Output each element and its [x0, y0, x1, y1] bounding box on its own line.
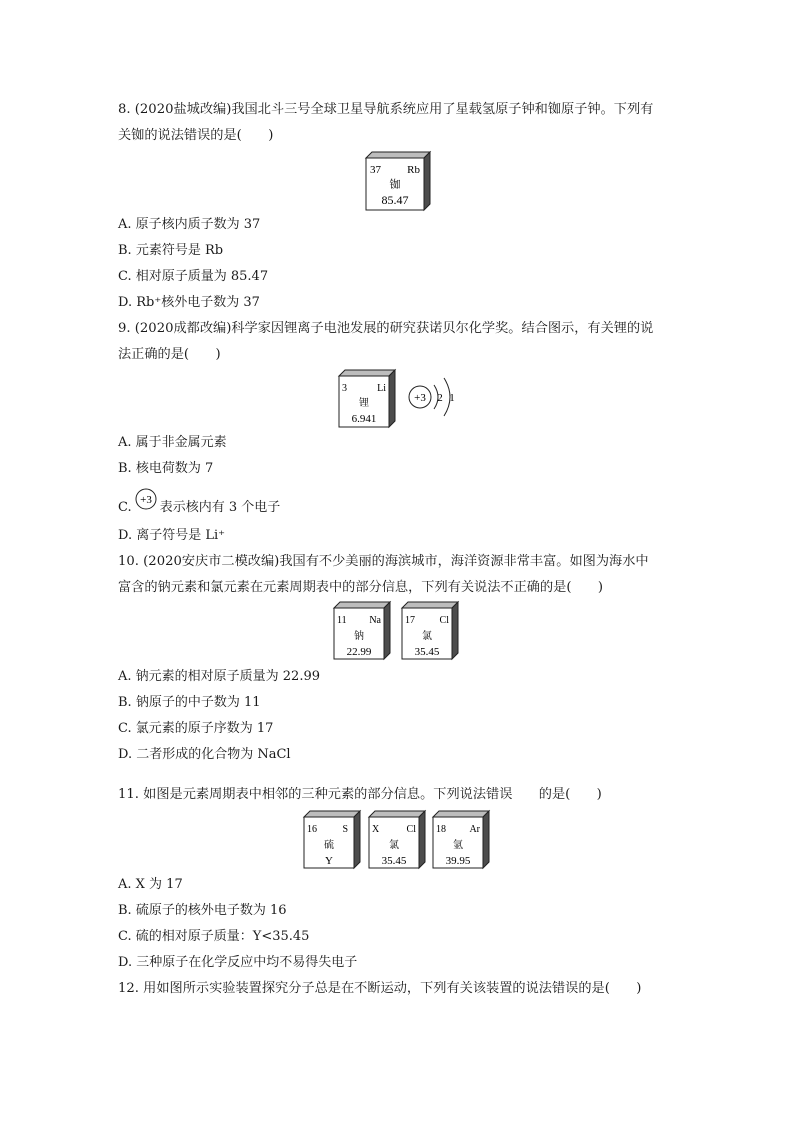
q9-option-c-nucleus-icon	[136, 494, 160, 517]
tile-atomic-number: 18	[436, 824, 446, 835]
q8-option-c: C. 相对原子质量为 85.47	[118, 269, 269, 284]
tile-atomic-number: 17	[405, 615, 415, 626]
q8-option-a: A. 原子核内质子数为 37	[118, 217, 261, 232]
q8-option-d: D. Rb⁺核外电子数为 37	[118, 295, 260, 310]
nucleus-charge: +3	[414, 392, 426, 404]
q8-stem-line1: 8. (2020盐城改编)我国北斗三号全球卫星导航系统应用了星载氢原子钟和铷原子钟。下列有	[118, 102, 654, 117]
q10-option-a: A. 钠元素的相对原子质量为 22.99	[118, 669, 321, 684]
tile-symbol: Li	[377, 383, 386, 394]
q10-element-tile-na	[334, 602, 390, 659]
q8-option-b: B. 元素符号是 Rb	[118, 243, 224, 258]
q11-option-d: D. 三种原子在化学反应中均不易得失电子	[118, 955, 358, 970]
q11-option-b: B. 硫原子的核外电子数为 16	[118, 903, 287, 918]
tile-element-name: 钠	[354, 631, 364, 642]
q9-option-a: A. 属于非金属元素	[118, 435, 227, 450]
tile-atomic-number: 37	[370, 164, 381, 176]
tile-element-name: 氯	[389, 840, 399, 851]
tile-atomic-mass: 22.99	[346, 646, 372, 658]
shell-2-electrons: 1	[449, 392, 455, 404]
tile-element-name: 硫	[324, 840, 334, 851]
tile-atomic-mass: 35.45	[381, 855, 407, 867]
tile-atomic-mass: Y	[325, 855, 333, 867]
tile-atomic-number: X	[372, 824, 380, 835]
q11-element-tile-ar	[433, 811, 489, 868]
tile-atomic-mass: 6.941	[351, 413, 377, 425]
q10-option-b: B. 钠原子的中子数为 11	[118, 695, 261, 710]
tile-atomic-number: 3	[342, 383, 347, 394]
tile-symbol: Na	[369, 615, 381, 626]
q9-atomic-structure-diagram	[404, 372, 464, 426]
q8-element-tile-rb	[366, 152, 430, 210]
q10-stem-line2: 富含的钠元素和氯元素在元素周期表中的部分信息，下列有关说法不正确的是( )	[118, 580, 604, 595]
q9-option-c-letter: C.	[118, 500, 132, 515]
q11-element-tile-s	[304, 811, 360, 868]
q11-option-c: C. 硫的相对原子质量：Y<35.45	[118, 929, 310, 944]
tile-symbol: Rb	[407, 164, 420, 176]
q9-option-b: B. 核电荷数为 7	[118, 461, 214, 476]
tile-atomic-number: 16	[307, 824, 317, 835]
q12-stem-line1: 12. 用如图所示实验装置探究分子总是在不断运动，下列有关该装置的说法错误的是( )	[118, 981, 642, 996]
tile-atomic-mass: 39.95	[445, 855, 471, 867]
q9-option-c-text: 表示核内有 3 个电子	[159, 500, 281, 515]
tile-element-name: 铷	[389, 179, 401, 191]
q10-option-d: D. 二者形成的化合物为 NaCl	[118, 747, 291, 762]
q9-stem-line2: 法正确的是( )	[118, 347, 221, 362]
tile-atomic-number: 11	[337, 615, 347, 626]
q11-stem-line1: 11. 如图是元素周期表中相邻的三种元素的部分信息。下列说法错误 的是( )	[118, 787, 602, 802]
q11-option-a: A. X 为 17	[118, 877, 183, 892]
q10-element-tile-cl	[402, 602, 458, 659]
tile-symbol: S	[342, 824, 348, 835]
svg-text:+3: +3	[139, 494, 152, 506]
tile-symbol: Cl	[439, 615, 449, 626]
q9-element-tile-li	[339, 370, 395, 427]
tile-element-name: 氯	[422, 631, 432, 642]
tile-element-name: 氩	[453, 840, 463, 851]
shell-1-electrons: 2	[437, 392, 443, 404]
q9-stem-line1: 9. (2020成都改编)科学家因锂离子电池发展的研究获诺贝尔化学奖。结合图示，有关锂的说	[118, 321, 654, 336]
tile-element-name: 锂	[359, 398, 369, 409]
tile-symbol: Cl	[406, 824, 416, 835]
q9-option-c	[118, 494, 281, 517]
tile-atomic-mass: 85.47	[381, 193, 409, 207]
q10-stem-line1: 10. (2020安庆市二模改编)我国有不少美丽的海滨城市，海洋资源非常丰富。如图为海水中	[118, 554, 649, 569]
q9-option-d: D. 离子符号是 Li⁺	[118, 528, 226, 543]
q8-stem-line2: 关铷的说法错误的是( )	[118, 128, 274, 143]
tile-atomic-mass: 35.45	[414, 646, 440, 658]
q10-option-c: C. 氯元素的原子序数为 17	[118, 721, 274, 736]
q11-element-tile-cl	[369, 811, 425, 868]
tile-symbol: Ar	[469, 824, 480, 835]
